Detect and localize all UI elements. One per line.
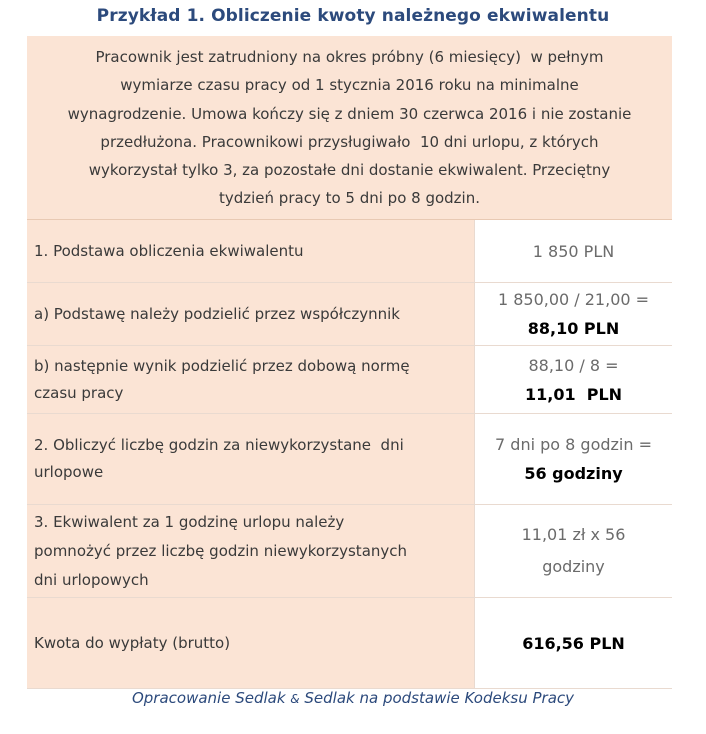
row-value	[474, 505, 672, 597]
table-row	[27, 598, 672, 689]
caption-ampersand: &	[290, 692, 300, 706]
table-row	[27, 414, 672, 505]
row-value-text: 88,10 / 8 =	[528, 355, 619, 375]
calculation-table	[27, 36, 672, 688]
row-value	[474, 283, 672, 345]
row-value-text: 7 dni po 8 godzin =	[495, 435, 652, 454]
intro-line: Pracownik jest zatrudniony na okres próbny (6 miesięcy) w pełnym	[95, 48, 604, 66]
intro-line: tydzień pracy to 5 dni po 8 godzin.	[218, 189, 480, 208]
row-value-text: godziny	[542, 557, 605, 576]
row-value-result: 11,01 PLN	[524, 384, 623, 404]
row-label	[27, 283, 474, 345]
row-label-line: Kwota do wypłaty (brutto)	[34, 633, 231, 652]
intro-line: wykorzystał tylko 3, za pozostałe dni dostanie ekwiwalent. Przeciętny	[88, 161, 611, 180]
table-row	[27, 220, 672, 283]
caption-text: Sedlak na podstawie Kodeksu Pracy	[299, 689, 575, 707]
row-value-result: 56 godziny	[524, 464, 623, 483]
row-value-result: 88,10 PLN	[527, 319, 620, 338]
row-label-line: czasu pracy	[34, 383, 124, 402]
row-label-line: 3. Ekwiwalent za 1 godzinę urlopu należy	[34, 512, 345, 531]
intro-line: wynagrodzenie. Umowa kończy się z dniem 30 czerwca 2016 i nie zostanie	[67, 104, 632, 123]
row-label-line: a) Podstawę należy podzielić przez współczynnik	[34, 304, 400, 323]
row-label	[27, 220, 474, 282]
row-value	[474, 598, 672, 688]
row-value-text: 1 850 PLN	[532, 241, 615, 261]
intro-text	[27, 36, 672, 220]
caption-text: Opracowanie Sedlak	[131, 689, 291, 707]
row-value	[474, 220, 672, 282]
row-label-line: pomnożyć przez liczbę godzin niewykorzystanych	[34, 541, 408, 560]
table-row	[27, 283, 672, 346]
source-caption	[0, 689, 706, 707]
row-value-text: 1 850,00 / 21,00 =	[497, 290, 650, 309]
intro-line: przedłużona. Pracownikowi przysługiwało 10 dni urlopu, z których	[100, 132, 599, 151]
row-label	[27, 346, 474, 413]
row-label	[27, 598, 474, 688]
table-row	[27, 505, 672, 598]
row-label-line: 1. Podstawa obliczenia ekwiwalentu	[34, 241, 304, 260]
table-row	[27, 346, 672, 414]
row-label-line: b) następnie wynik podzielić przez dobową normę	[34, 356, 410, 375]
row-label	[27, 414, 474, 504]
row-label-line: urlopowe	[34, 463, 104, 481]
page-title: Przykład 1. Obliczenie kwoty należnego ekwiwalentu	[96, 6, 610, 26]
intro-line: wymiarze czasu pracy od 1 stycznia 2016 roku na minimalne	[120, 76, 579, 95]
row-label	[27, 505, 474, 597]
row-label-line: dni urlopowych	[34, 570, 149, 589]
row-value	[474, 414, 672, 504]
row-label-line: 2. Obliczyć liczbę godzin za niewykorzystane dni	[34, 436, 404, 454]
row-value	[474, 346, 672, 413]
total-amount: 616,56 PLN	[522, 633, 625, 653]
row-value-text: 11,01 zł x 56	[521, 525, 626, 544]
